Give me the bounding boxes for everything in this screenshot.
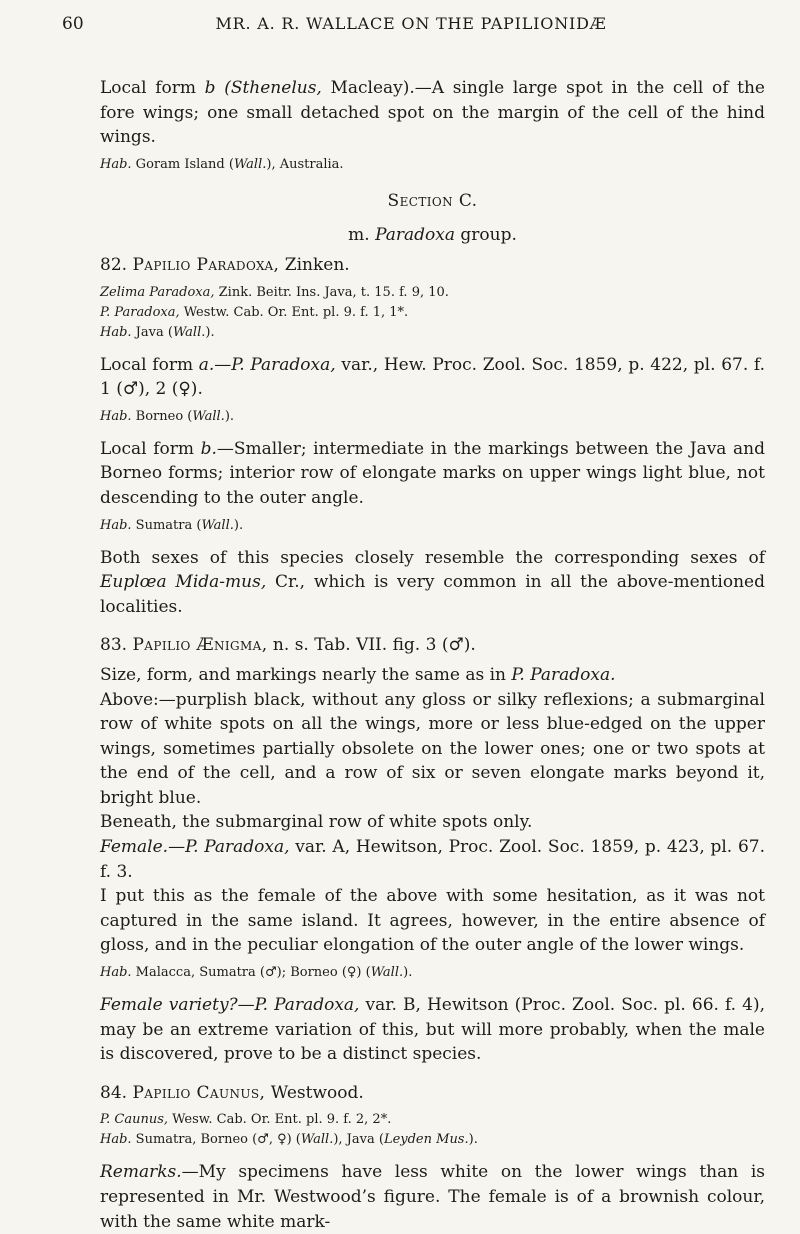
- local-form-b2-paragraph: Local form b.—Smaller; intermediate in the markings between the Java and Borneo forms; interior row of elongate marks on upper wings light blue, not descending to the outer angle.: [100, 438, 765, 508]
- page-header: [62, 14, 760, 38]
- local-form-a-paragraph: Local form a.—P. Paradoxa, var., Hew. Proc. Zool. Soc. 1859, p. 422, pl. 67. f. 1 (♂), 2 (♀).: [100, 354, 765, 400]
- page-content: [100, 76, 765, 1234]
- species-82-heading: 82. Papilio Paradoxa, Zinken.: [100, 254, 350, 275]
- habitat-line: Hab. Sumatra, Borneo (♂, ♀) (Wall.), Java (Leyden Mus.).: [100, 1132, 478, 1148]
- species-83-heading: 83. Papilio Ænigma, n. s. Tab. VII. fig. 3 (♂).: [100, 635, 476, 656]
- comparison-paragraph: Both sexes of this species closely resemble the corresponding sexes of Euplœa Mida-mus, Cr., which is very common in all the above-mentioned localities.: [100, 547, 765, 617]
- local-form-b-paragraph: Local form b (Sthenelus, Macleay).—A single large spot in the cell of the fore wings; one small detached spot on the margin of the cell of the hind wings.: [100, 78, 765, 148]
- size-paragraph: Size, form, and markings nearly the same as in P. Paradoxa.: [100, 664, 616, 685]
- page-number: 60: [62, 14, 84, 34]
- synonym-line: Zelima Paradoxa, Zink. Beitr. Ins. Java, t. 15. f. 9, 10.: [100, 284, 449, 300]
- remarks-paragraph: Remarks.—My specimens have less white on the lower wings than is represented in Mr. Westwood’s figure. The female is of a brownish colour, with the same white mark-: [100, 1162, 765, 1232]
- section-heading: Section C.: [387, 190, 478, 211]
- beneath-paragraph: Beneath, the submarginal row of white spots only.: [100, 812, 533, 833]
- running-head: MR. A. R. WALLACE ON THE PAPILIONIDÆ: [215, 14, 607, 33]
- habitat-line: Hab. Sumatra (Wall.).: [100, 517, 244, 533]
- group-heading: m. Paradoxa group.: [348, 225, 517, 246]
- species-84-heading: 84. Papilio Caunus, Westwood.: [100, 1082, 364, 1103]
- hesitation-paragraph: I put this as the female of the above with some hesitation, as it was not captured in the same island. It agrees, however, in the entire absence of gloss, and in the peculiar elongation of the outer angle of the lower wings.: [100, 886, 765, 956]
- female-variety-paragraph: Female variety?—P. Paradoxa, var. B, Hewitson (Proc. Zool. Soc. pl. 66. f. 4), may be an extreme variation of this, but will more probably, when the male is discovered, prove to be a distinct species.: [100, 995, 766, 1065]
- above-paragraph: Above:—purplish black, without any gloss or silky reflexions; a submarginal row of white spots on all the wings, more or less blue-edged on the upper wings, sometimes partially obsolete on the lower ones; one or two spots at the end of the cell, and a row of six or seven elongate marks beyond it, bright blue.: [100, 689, 765, 808]
- habitat-line: Hab. Malacca, Sumatra (♂); Borneo (♀) (Wall.).: [100, 965, 413, 981]
- habitat-line: Hab. Goram Island (Wall.), Australia.: [100, 156, 344, 172]
- habitat-line: Hab. Borneo (Wall.).: [100, 408, 235, 424]
- synonym-line: P. Paradoxa, Westw. Cab. Or. Ent. pl. 9. f. 1, 1*.: [100, 304, 409, 320]
- synonym-line: P. Caunus, Wesw. Cab. Or. Ent. pl. 9. f. 2, 2*.: [100, 1112, 392, 1128]
- habitat-line: Hab. Java (Wall.).: [100, 324, 215, 340]
- female-paragraph: Female.—P. Paradoxa, var. A, Hewitson, Proc. Zool. Soc. 1859, p. 423, pl. 67. f. 3.: [100, 837, 765, 882]
